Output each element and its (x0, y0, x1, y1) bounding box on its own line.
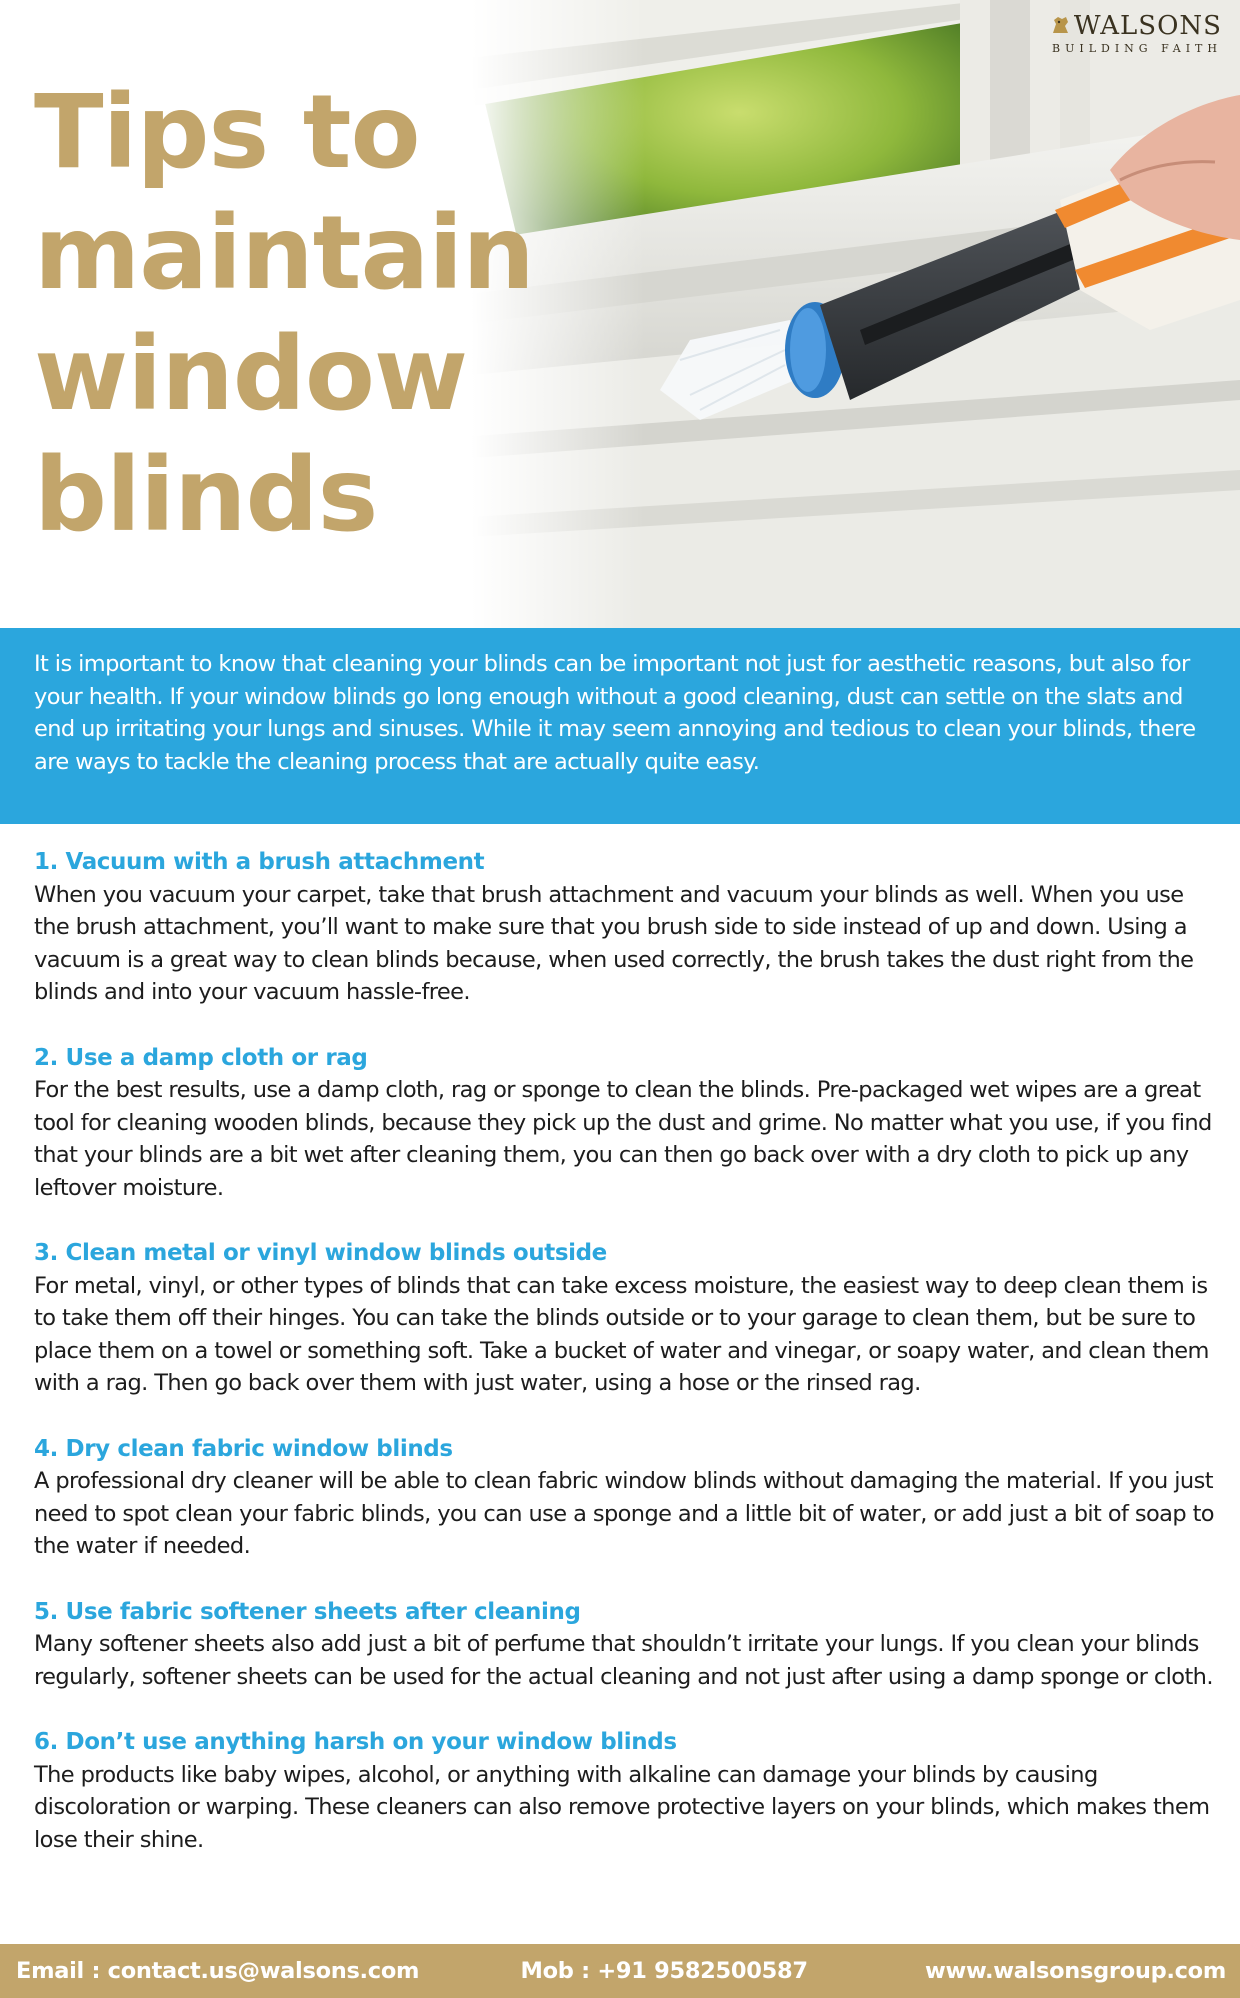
page-title (34, 72, 594, 556)
intro-text: It is important to know that cleaning your blinds can be important not just for aesthetic reasons, but also for your health. If your window blinds go long enough without a good cleaning, dust can settle on the slats and end up irritating your lungs and sinuses. While it may seem annoying and tedious to clean your blinds, there are ways to tackle the cleaning process that are actually quite easy. (34, 651, 1196, 775)
lion-crest-icon (1050, 14, 1072, 36)
tip-title: 4. Dry clean fabric window blinds (34, 1435, 453, 1462)
tip-title: 2. Use a damp cloth or rag (34, 1044, 368, 1071)
brand-name: WALSONS (1073, 11, 1222, 41)
title-line: Tips to (34, 73, 420, 192)
hero-banner (0, 0, 1240, 628)
tip-body: Many softener sheets also add just a bit of perfume that shouldn’t irritate your lungs. If you clean your blinds regularly, softener sheets can be used for the actual cleaning and not just after using a damp sponge or cloth. (34, 1631, 1213, 1690)
contact-footer (0, 1944, 1240, 1998)
tip-item (34, 1237, 1214, 1400)
tip-item (34, 1726, 1214, 1856)
tips-list (34, 846, 1214, 1889)
tip-item (34, 1433, 1214, 1563)
tip-body: When you vacuum your carpet, take that brush attachment and vacuum your blinds as well. When you use the brush attachment, you’ll want to make sure that you brush side to side instead of up and down. Using a vacuum is a great way to clean blinds because, when used correctly, the brush takes the dust right from the blinds and into your vacuum hassle-free. (34, 881, 1194, 1005)
title-line: window (34, 315, 468, 434)
footer-mobile-number: Mob : +91 9582500587 (520, 1958, 808, 1984)
tip-title: 3. Clean metal or vinyl window blinds outside (34, 1240, 607, 1266)
tip-body: A professional dry cleaner will be able to clean fabric window blinds without damaging the material. If you just need to spot clean your fabric blinds, you can use a sponge and a little bit of water, or add just a bit of soap to the water if needed. (34, 1468, 1214, 1559)
tip-item (34, 1042, 1214, 1205)
tip-title: 6. Don’t use anything harsh on your window blinds (34, 1729, 677, 1755)
brand-tagline: BUILDING FAITH (1052, 42, 1222, 55)
brand-logo (1050, 12, 1222, 55)
footer-website-link[interactable]: www.walsonsgroup.com (925, 1958, 1226, 1984)
tip-body: The products like baby wipes, alcohol, or anything with alkaline can damage your blinds by causing discoloration or warping. These cleaners can also remove protective layers on your blinds, which makes them lose their shine. (34, 1761, 1210, 1853)
tip-title: 5. Use fabric softener sheets after cleaning (34, 1598, 581, 1625)
tip-item (34, 846, 1214, 1009)
intro-band (0, 628, 1240, 824)
tip-title: 1. Vacuum with a brush attachment (34, 849, 485, 875)
title-line: blinds (34, 436, 378, 555)
footer-email-link[interactable]: Email : contact.us@walsons.com (16, 1958, 420, 1984)
tip-body: For the best results, use a damp cloth, rag or sponge to clean the blinds. Pre-packaged wet wipes are a great tool for cleaning wooden blinds, because they pick up the dust and grime. No matter what you use, if you find that your blinds are a bit wet after cleaning them, you can then go back over with a dry cloth to pick up any leftover moisture. (34, 1077, 1212, 1201)
tip-body: For metal, vinyl, or other types of blinds that can take excess moisture, the easiest way to deep clean them is to take them off their hinges. You can take the blinds outside or to your garage to clean them, but be sure to place them on a towel or something soft. Take a bucket of water and vinegar, or soapy water, and clean them with a rag. Then go back over them with just water, using a hose or the rinsed rag. (34, 1272, 1209, 1396)
title-line: maintain (34, 194, 534, 313)
tip-item (34, 1596, 1214, 1694)
